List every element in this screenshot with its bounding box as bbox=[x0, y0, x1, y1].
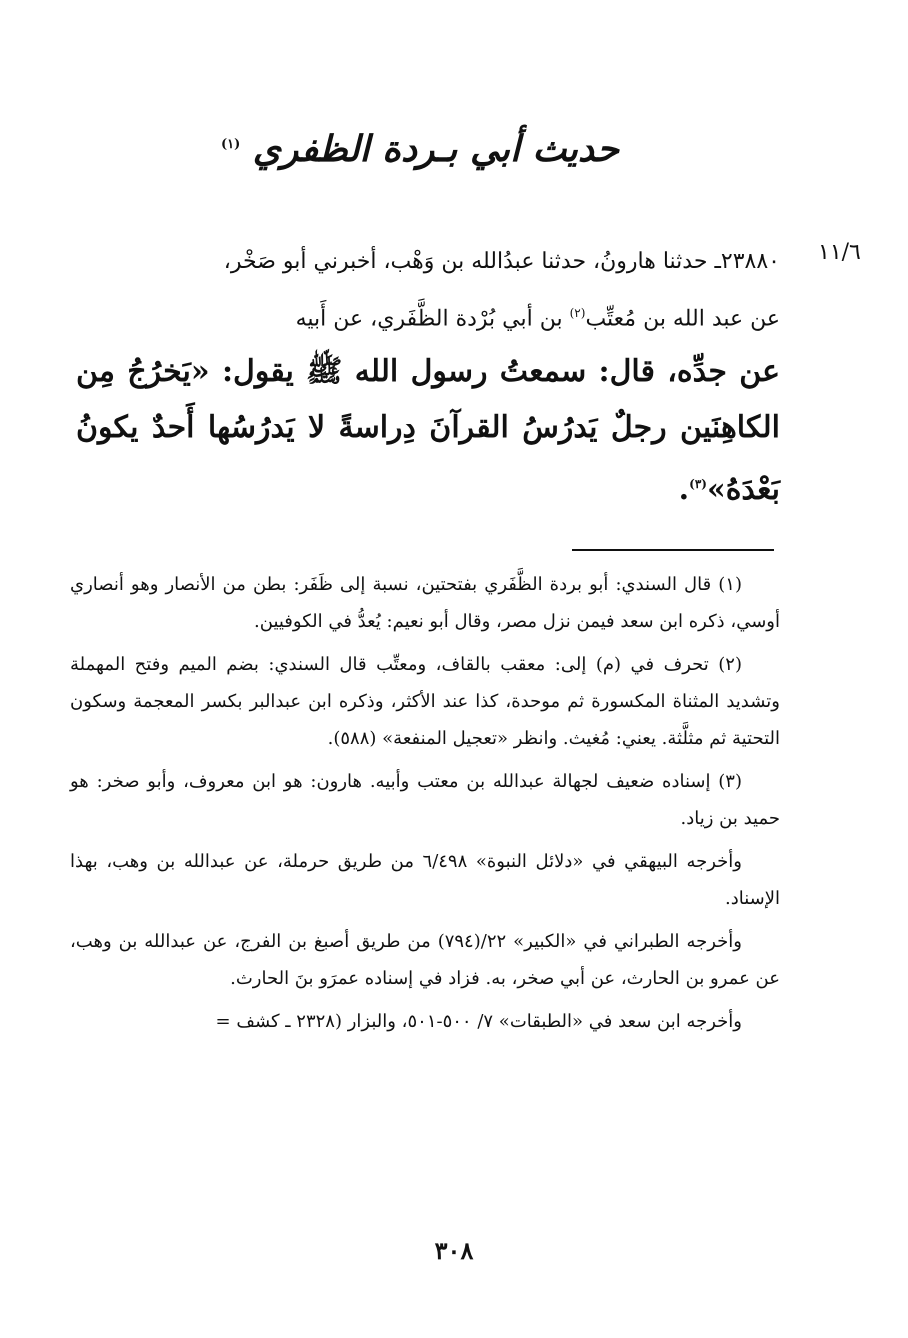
chapter-title-text: حديث أبي بـردة الظفري bbox=[252, 128, 620, 170]
chapter-title bbox=[200, 128, 640, 170]
footnote-2: (٢) تحرف في (م) إلى: معقب بالقاف، ومعتِّب قال السندي: بضم الميم وفتح المهملة وتشديد المثناة المكسورة ثم موحدة، كذا عند الأكثر، وذكره ابن عبدالبر بكسر المعجمة وسكون التحتية ثم مثلَّثة. يعني: مُغيث. وانظر «تعجيل المنفعة» (٥٨٨). bbox=[70, 654, 780, 749]
footnote-3-continuation-3: وأخرجه ابن سعد في «الطبقات» ٧/ ٥٠٠-٥٠١، والبزار (٢٣٢٨ ـ كشف = bbox=[215, 1011, 742, 1032]
page-number: ٣٠٨ bbox=[434, 1236, 474, 1265]
footnote-3-continuation-1: وأخرجه البيهقي في «دلائل النبوة» ٦/٤٩٨ من طريق حرملة، عن عبدالله بن وهب، بهذا الإسناد. bbox=[70, 851, 780, 909]
footnote-3: (٣) إسناده ضعيف لجهالة عبدالله بن معتب وأبيه. هارون: هو ابن معروف، وأبو صخر: هو حميد بن زياد. bbox=[70, 771, 780, 829]
isnad-line-2-end: بن أبي بُرْدة الظَّفَري، عن أَبيه bbox=[295, 306, 570, 332]
hadith-main-text bbox=[76, 236, 780, 518]
margin-volume-page-reference: ١١/٦ bbox=[818, 240, 861, 265]
footnote-3-continuation-2: وأخرجه الطبراني في «الكبير» ٢٢/(٧٩٤) من طريق أصبغ بن الفرج، عن عبدالله بن وهب، عن عمرو بن الحارث، عن أبي صخر، به. فزاد في إسناده عمرَو بنَ الحارث. bbox=[70, 931, 780, 989]
hadith-matn bbox=[76, 344, 780, 518]
footnote-marker-3: (٣) bbox=[689, 477, 707, 492]
isnad-line-1: ٢٣٨٨٠ـ حدثنا هارونُ، حدثنا عبدُالله بن وَهْب، أخبرني أبو صَخْر، bbox=[223, 249, 780, 274]
footnote-marker-2: (٢) bbox=[569, 306, 586, 320]
footnote-1: (١) قال السندي: أبو بردة الظَّفَري بفتحتين، نسبة إلى ظَفَر: بطن من الأنصار وهو أنصاري أوسي، ذكره ابن سعد فيمن نزل مصر، وقال أبو نعيم: يُعدُّ في الكوفيين. bbox=[70, 574, 780, 632]
footnotes bbox=[70, 566, 780, 1046]
chapter-title-footnote-marker: (١) bbox=[220, 137, 241, 152]
hadith-matn-end: . bbox=[678, 472, 690, 508]
isnad-line-2 bbox=[76, 288, 780, 344]
hadith-matn-text: عن جدِّه، قال: سمعتُ رسول الله ﷺ يقول: «يَخرُجُ مِن الكاهِنَين رجلٌ يَدرُسُ القرآنَ دِراسةً لا يَدرُسُها أَحدٌ يكونُ بَعْدَهُ» bbox=[76, 354, 780, 508]
isnad-line-2-start: عن عبد الله بن مُعتِّب bbox=[585, 306, 780, 332]
footnote-separator-rule bbox=[572, 549, 774, 551]
